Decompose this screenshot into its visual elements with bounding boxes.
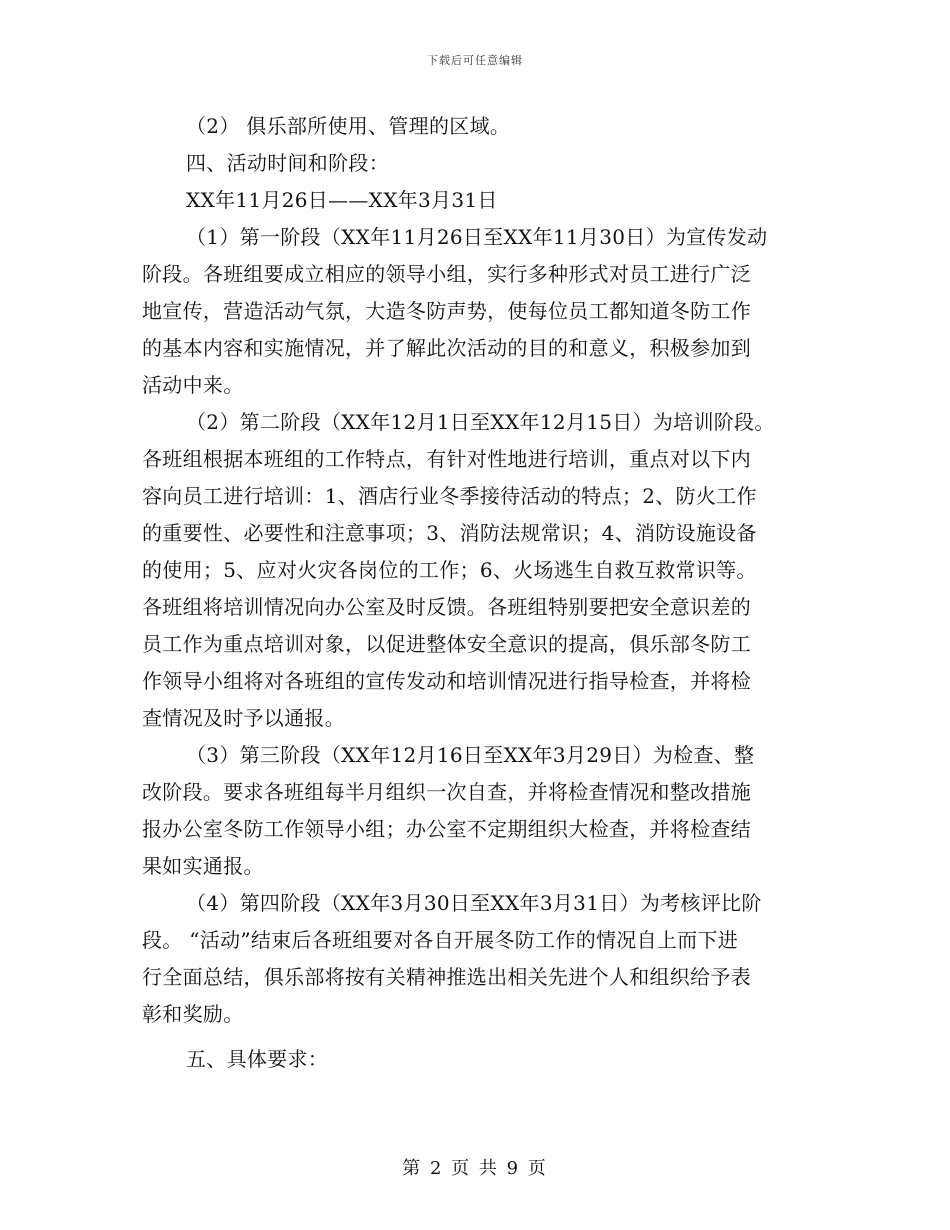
- section-heading-requirements: 五、具体要求：: [186, 1047, 329, 1071]
- paragraph-line: 的重要性、必要性和注意事项；3、消防法规常识；4、消防设施设备: [142, 521, 757, 545]
- paragraph-line: 彰和奖励。: [142, 1002, 244, 1026]
- paragraph-line: 果如实通报。: [142, 854, 264, 878]
- date-range: XX年11月26日——XX年3月31日: [186, 188, 498, 212]
- paragraph-gap: [142, 1033, 818, 1041]
- header-note: 下载后可任意编辑: [427, 54, 523, 67]
- paragraph-line: 作领导小组将对各班组的宣传发动和培训情况进行指导检查，并将检: [142, 669, 751, 693]
- paragraph-line: 阶段。各班组要成立相应的领导小组，实行多种形式对员工进行广泛: [142, 262, 751, 286]
- paragraph-line: 活动中来。: [142, 373, 244, 397]
- paragraph-line: （4）第四阶段（XX年3月30日至XX年3月31日）为考核评比阶: [186, 891, 762, 915]
- page-number: 第 2 页 共 9 页: [402, 1158, 548, 1179]
- paragraph-line: （3）第三阶段（XX年12月16日至XX年3月29日）为检查、整: [186, 743, 755, 767]
- paragraph-line: 容向员工进行培训：1、酒店行业冬季接待活动的特点；2、防火工作: [142, 484, 757, 508]
- paragraph-line: 的使用；5、应对火灾各岗位的工作；6、火场逃生自救互救常识等。: [142, 558, 757, 582]
- paragraph-line: （2）第二阶段（XX年12月1日至XX年12月15日）为培训阶段。: [186, 410, 775, 434]
- paragraph-line: （1）第一阶段（XX年11月26日至XX年11月30日）为宣传发动: [186, 225, 768, 249]
- paragraph-line: 段。 “活动”结束后各班组要对各自开展冬防工作的情况自上而下进: [142, 928, 739, 952]
- list-item-scope-2: （2） 俱乐部所使用、管理的区域。: [186, 114, 511, 138]
- paragraph-line: 报办公室冬防工作领导小组；办公室不定期组织大检查，并将检查结: [142, 817, 751, 841]
- paragraph-line: 查情况及时予以通报。: [142, 706, 345, 730]
- paragraph-line: 各班组根据本班组的工作特点，有针对性地进行培训，重点对以下内: [142, 447, 751, 471]
- paragraph-line: 地宣传，营造活动气氛，大造冬防声势，使每位员工都知道冬防工作: [142, 299, 751, 323]
- paragraph-line: 员工作为重点培训对象，以促进整体安全意识的提高，俱乐部冬防工: [142, 632, 751, 656]
- paragraph-line: 行全面总结，俱乐部将按有关精神推选出相关先进个人和组织给予表: [142, 965, 751, 989]
- paragraph-line: 改阶段。要求各班组每半月组织一次自查，并将检查情况和整改措施: [142, 780, 751, 804]
- document-body: [142, 108, 818, 1078]
- paragraph-line: 各班组将培训情况向办公室及时反馈。各班组特别要把安全意识差的: [142, 595, 751, 619]
- paragraph-line: 的基本内容和实施情况，并了解此次活动的目的和意义，积极参加到: [142, 336, 751, 360]
- section-heading-time: 四、活动时间和阶段：: [186, 151, 389, 175]
